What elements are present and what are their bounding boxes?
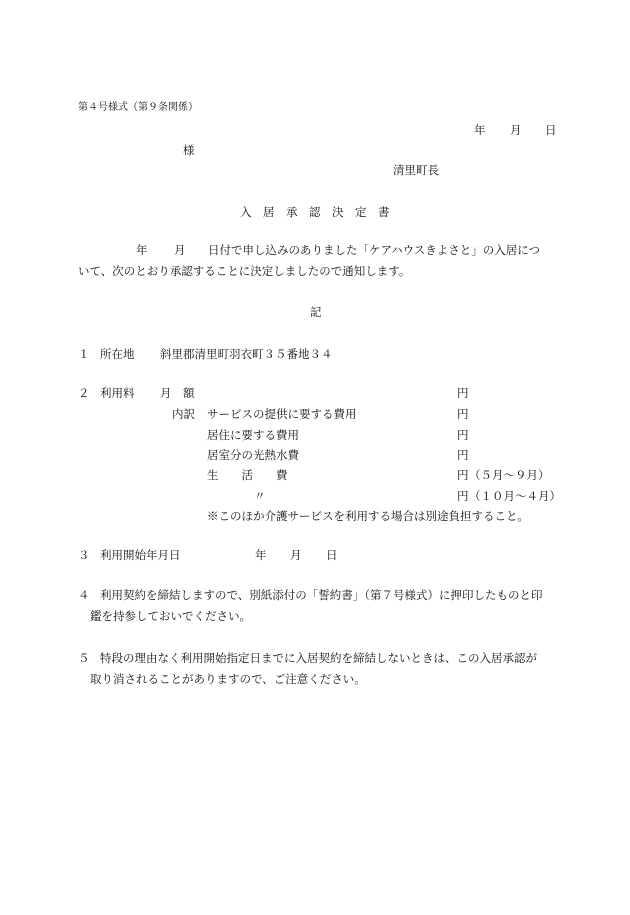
item2-number: ２ <box>78 386 90 400</box>
breakdown-row-note: （５月～９月） <box>469 468 550 482</box>
date-year: 年 <box>474 123 486 137</box>
breakdown-row-label: 居住に要する費用 <box>207 428 299 442</box>
date-day: 日 <box>545 123 557 137</box>
item2-monthly-label: 月 額 <box>160 386 195 400</box>
item3-year: 年 <box>255 548 267 562</box>
item2-label: 利用料 <box>100 386 135 400</box>
item5-line-1: 特段の理由なく利用開始指定日までに入居契約を締結しないときは、この入居承認が <box>100 651 537 665</box>
breakdown-row-label: サービスの提供に要する費用 <box>207 407 357 421</box>
item4-number: ４ <box>78 588 90 602</box>
item2-monthly-yen: 円 <box>457 386 469 400</box>
body-year: 年 <box>136 243 148 257</box>
item1-number: １ <box>78 347 90 361</box>
item1-label: 所在地 <box>100 347 135 361</box>
item4-line-2: 鑑を持参しておいでください。 <box>90 609 251 623</box>
item4-line-1: 利用契約を締結しますので、別紙添付の「誓約書」（第７号様式）に押印したものと印 <box>100 588 543 602</box>
breakdown-row-yen: 円 <box>457 428 469 442</box>
addressee-suffix: 様 <box>183 143 195 157</box>
item2-footnote: ※このほか介護サービスを利用する場合は別途負担すること。 <box>207 509 529 523</box>
breakdown-row-yen: 円 <box>457 448 469 462</box>
body-line-2: いて、次のとおり承認することに決定しましたので通知します。 <box>78 264 411 278</box>
form-number: 第４号様式（第９条関係） <box>78 102 198 113</box>
breakdown-row-label: 〃 <box>254 489 266 503</box>
item2-breakdown-label: 内訳 <box>172 407 195 421</box>
ki-heading: 記 <box>310 305 322 319</box>
breakdown-row-yen: 円 <box>457 407 469 421</box>
document-title: 入 居 承 認 決 定 書 <box>240 205 390 219</box>
body-line-1: 日付で申し込みのありました「ケアハウスきよさと」の入居につ <box>208 243 541 257</box>
body-month: 月 <box>174 243 186 257</box>
item3-month: 月 <box>290 548 302 562</box>
date-month: 月 <box>510 123 522 137</box>
breakdown-row-yen: 円 <box>457 489 469 503</box>
item3-label: 利用開始年月日 <box>100 548 181 562</box>
item5-number: ５ <box>78 651 90 665</box>
breakdown-row-note: （１０月～４月） <box>469 489 561 503</box>
item3-number: ３ <box>78 548 90 562</box>
item5-line-2: 取り消されることがありますので、ご注意ください。 <box>90 672 366 686</box>
issuer: 清里町長 <box>393 163 439 177</box>
item3-day: 日 <box>326 548 338 562</box>
breakdown-row-label: 生 活 費 <box>207 468 288 482</box>
breakdown-row-label: 居室分の光熱水費 <box>207 448 299 462</box>
breakdown-row-yen: 円 <box>457 468 469 482</box>
item1-value: 斜里郡清里町羽衣町３５番地３４ <box>160 347 333 361</box>
